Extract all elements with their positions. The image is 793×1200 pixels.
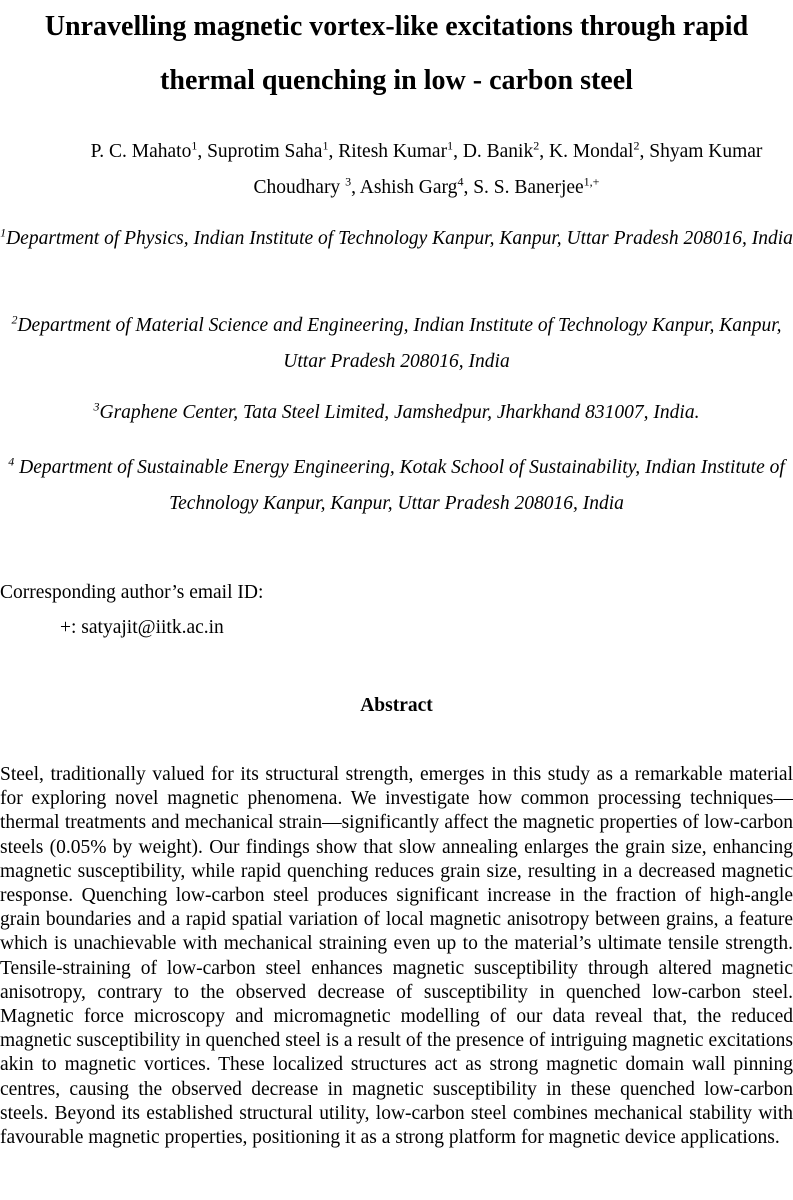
author-affiliation-mark: 4 <box>457 174 464 189</box>
affiliation-text: Department of Physics, Indian Institute of Technology Kanpur, Kanpur, Uttar Pradesh 208016, India <box>6 228 793 249</box>
affiliation <box>0 395 793 431</box>
affiliation-mark: 3 <box>93 399 100 414</box>
author-affiliation-mark: 2 <box>533 138 540 153</box>
affiliation-mark: 4 <box>8 454 15 469</box>
corresponding-author-label: Corresponding author’s email ID: <box>0 582 264 603</box>
author-name: K. Mondal <box>548 141 634 162</box>
author-affiliation-mark: 2 <box>633 138 640 153</box>
author-name: Ritesh Kumar <box>338 141 448 162</box>
author-affiliation-mark: 1 <box>322 138 329 153</box>
affiliation-text: Department of Material Science and Engineering, Indian Institute of Technology Kanpur, Kanpur, Uttar Pradesh 208016, India <box>17 315 782 372</box>
corresponding-author-email: +: satyajit@iitk.ac.in <box>60 617 224 638</box>
author-name: Suprotim Saha <box>207 141 323 162</box>
author-affiliation-mark: 1,+ <box>583 174 600 189</box>
affiliation-mark: 1 <box>0 225 7 240</box>
abstract-heading: Abstract <box>360 695 433 716</box>
author-list: P. C. Mahato$^1$, Suprotim Saha$^1$, Ritesh Kumar$^1$, D. Banik$^2$, K. Mondal$^2$, Shyam Kumar Choudhary $^3$, Ashish Garg$^4$, S. S. Banerjee$^{1,+}$ <box>90 138 763 198</box>
affiliation <box>0 450 793 522</box>
affiliation-text: Graphene Center, Tata Steel Limited, Jamshedpur, Jharkhand 831007, India. <box>99 402 700 423</box>
affiliation-text: Department of Sustainable Energy Engineering, Kotak School of Sustainability, Indian Institute of Technology Kanpur, Kanpur, Uttar Pradesh 208016, India <box>14 457 785 514</box>
author-affiliation-mark: 3 <box>345 174 352 189</box>
paper-title: Unravelling magnetic vortex-like excitations through rapid thermal quenching in low - carbon steel <box>44 11 749 96</box>
author-name: D. Banik <box>462 141 534 162</box>
affiliation <box>0 308 793 380</box>
author-name: P. C. Mahato <box>90 141 192 162</box>
author-name: S. S. Banerjee <box>473 177 584 198</box>
abstract-text: Steel, traditionally valued for its structural strength, emerges in this study as a remarkable material for exploring novel magnetic phenomena. We investigate how common processing techniques—thermal treatments and mechanical strain—significantly affect the magnetic properties of low-carbon steels (0.05% by weight). Our findings show that slow annealing enlarges the grain size, enhancing magnetic susceptibility, while rapid quenching reduces grain size, resulting in a decreased magnetic response. Quenching low-carbon steel produces significant increase in the fraction of high-angle grain boundaries and a rapid spatial variation of local magnetic anisotropy between grains, a feature which is unachievable with mechanical straining even up to the material’s ultimate tensile strength. Tensile-straining of low-carbon steel enhances magnetic susceptibility through altered magnetic anisotropy, contrary to the observed decrease of susceptibility in quenched low-carbon steel. Magnetic force microscopy and micromagnetic modelling of our data reveal that, the reduced magnetic susceptibility in quenched steel is a result of the presence of intriguing magnetic excitations akin to magnetic vortices. These localized structures act as strong magnetic domain wall pinning centres, causing the observed decrease in magnetic susceptibility in these quenched low-carbon steels. Beyond its established structural utility, low-carbon steel combines mechanical stability with favourable magnetic properties, positioning it as a strong platform for magnetic device applications. <box>0 764 793 1149</box>
affiliation-mark: 2 <box>11 312 18 327</box>
author-affiliation-mark: 1 <box>191 138 198 153</box>
affiliation <box>0 221 793 257</box>
author-affiliation-mark: 1 <box>447 138 454 153</box>
author-name: Shyam Kumar Choudhary <box>253 141 763 198</box>
author-name: Ashish Garg <box>359 177 458 198</box>
